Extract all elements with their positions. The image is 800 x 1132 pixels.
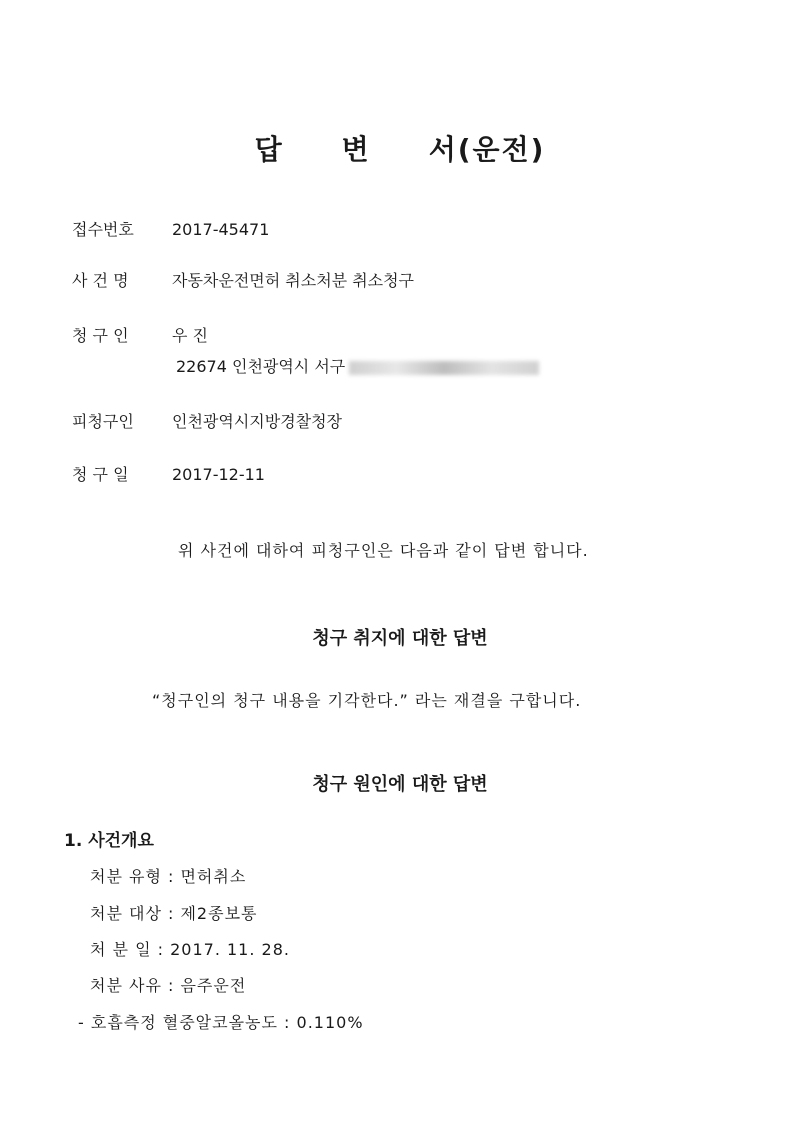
title-part-3: 서(운전) bbox=[428, 133, 546, 166]
intro-text: 위 사건에 대하여 피청구인은 다음과 같이 답변 합니다. bbox=[178, 541, 589, 560]
field-claim-date bbox=[72, 462, 265, 485]
field-label: 청 구 일 bbox=[72, 465, 129, 484]
redacted-block bbox=[349, 361, 539, 375]
purpose-text: “청구인의 청구 내용을 기각한다.” 라는 재결을 구합니다. bbox=[152, 691, 582, 710]
field-label: 피청구인 bbox=[72, 412, 134, 431]
field-value: 인천광역시지방경찰청장 bbox=[172, 412, 343, 431]
field-value: 자동차운전면허 취소처분 취소청구 bbox=[172, 271, 415, 290]
field-label: 청 구 인 bbox=[72, 326, 129, 345]
list-item: 처분 사유 : 음주운전 bbox=[90, 976, 247, 995]
address-text: 22674 인천광역시 서구 bbox=[176, 357, 346, 376]
field-value: 우 진 bbox=[172, 326, 208, 345]
claimant-address bbox=[176, 354, 539, 377]
field-case-number bbox=[72, 217, 269, 240]
section-title: 1. 사건개요 bbox=[64, 831, 154, 851]
list-item: 처분 유형 : 면허취소 bbox=[90, 867, 247, 886]
field-value: 2017-12-11 bbox=[172, 465, 265, 484]
document-title bbox=[0, 128, 800, 168]
title-part-1: 답 bbox=[254, 133, 284, 166]
list-item: 처분 대상 : 제2종보통 bbox=[90, 904, 258, 923]
field-label: 접수번호 bbox=[72, 220, 134, 239]
field-respondent bbox=[72, 409, 342, 432]
list-item: 처 분 일 : 2017. 11. 28. bbox=[90, 940, 290, 959]
list-subitem: - 호흡측정 혈중알코올농도 : 0.110% bbox=[78, 1013, 364, 1032]
heading-purpose: 청구 취지에 대한 답변 bbox=[312, 628, 488, 649]
heading-cause: 청구 원인에 대한 답변 bbox=[312, 774, 488, 795]
field-claimant bbox=[72, 323, 208, 346]
field-case-name bbox=[72, 268, 414, 291]
field-value: 2017-45471 bbox=[172, 220, 270, 239]
title-part-2: 변 bbox=[341, 133, 371, 166]
field-label: 사 건 명 bbox=[72, 271, 129, 290]
